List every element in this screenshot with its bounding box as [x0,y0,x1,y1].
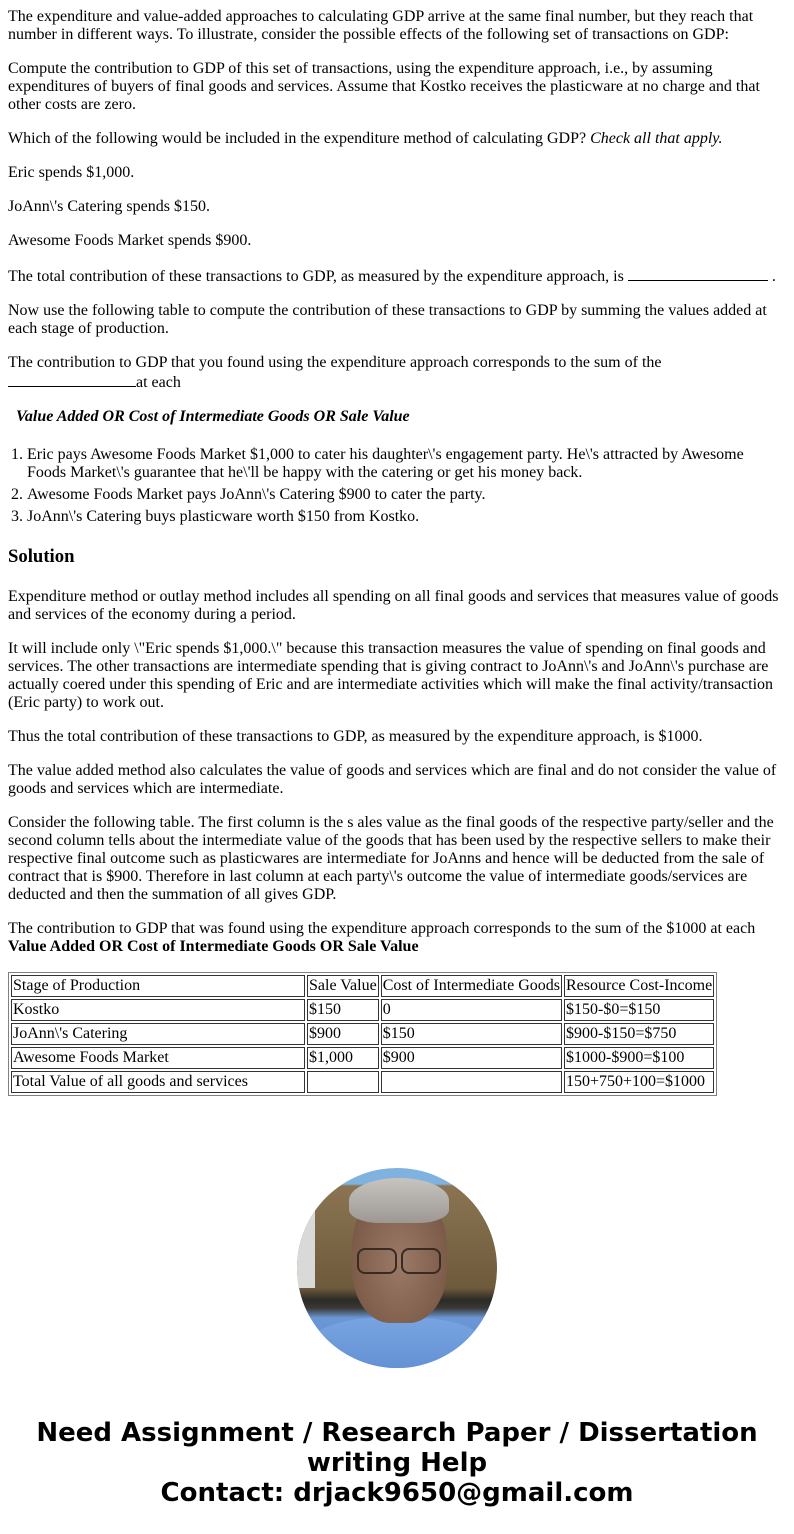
avatar-shirt [307,1318,487,1368]
table-header-cell: Stage of Production [11,975,305,997]
now-use-paragraph: Now use the following table to compute the contribution of these transactions to GDP by summing the values added at each stage of production. [8,302,767,337]
table-cell: Awesome Foods Market [11,1047,305,1069]
table-cell: JoAnn\'s Catering [11,1023,305,1045]
table-header-row [11,975,714,997]
solution-heading: Solution [8,546,75,567]
table-cell: $900-$150=$750 [564,1023,714,1045]
table-cell: 0 [381,999,562,1021]
compute-paragraph: Compute the contribution to GDP of this set of transactions, using the expenditure approach, i.e., by assuming expenditures of buyers of final goods and services. Assume that Kostko receives the plasticware at no charge and that other costs are zero. [8,60,760,113]
table-header-cell: Sale Value [307,975,379,997]
final-answer-text: The contribution to GDP that was found using the expenditure approach corresponds to the sum of the $1000 at each [8,920,756,937]
banner-line-2: writing Help [306,1448,488,1478]
solution-paragraph: The value added method also calculates the value of goods and services which are final and do not consider the value of goods and services which are intermediate. [8,762,777,797]
transaction-item: 2. Awesome Foods Market pays JoAnn\'s Catering $900 to cater the party. [27,486,786,504]
table-row [11,999,714,1021]
option-awesome: Awesome Foods Market spends $900. [8,232,252,249]
table-cell: $150 [381,1023,562,1045]
banner-line-1: Need Assignment / Research Paper / Dissertation [36,1418,758,1448]
avatar-glasses-left [357,1248,397,1274]
corresponds-blank[interactable] [8,372,136,387]
table-cell: $150-$0=$150 [564,999,714,1021]
table-header-cell: Resource Cost-Income [564,975,714,997]
value-added-table [8,972,717,1096]
option-eric: Eric spends $1,000. [8,164,135,181]
transaction-item: 3. JoAnn\'s Catering buys plasticware worth $150 from Kostko. [27,508,786,526]
table-cell: $150 [307,999,379,1021]
option-joann: JoAnn\'s Catering spends $150. [8,198,210,215]
contact-banner [0,1418,794,1534]
total-question-suffix: . [767,268,776,285]
which-question-text: Which of the following would be included in the expenditure method of calculating GDP? [8,130,591,147]
transaction-item: 1. Eric pays Awesome Foods Market $1,000 to cater his daughter\'s engagement party. He\'s attracted by Awesome Foods Market\'s guarantee that he\'ll be happy with the catering or get his money back. [27,446,786,482]
table-row [11,1071,714,1093]
table-row [11,1047,714,1069]
avatar-glasses-right [401,1248,441,1274]
total-question [8,266,786,286]
table-cell [381,1071,562,1093]
solution-paragraph: Expenditure method or outlay method includes all spending on all final goods and services that measures value of goods and services of the economy during a period. [8,588,779,623]
corresponds-text: The contribution to GDP that you found using the expenditure approach corresponds to the sum of the [8,354,662,371]
transaction-list [8,446,786,526]
corresponds-suffix: at each [136,374,181,391]
avatar-container [0,1168,794,1368]
solution-paragraph: Consider the following table. The first column is the s ales value as the final goods of the respective party/seller and the second column tells about the intermediate value of the goods that has been used by the respective sellers to make their respective final outcome such as plasticwares are intermediate for JoAnns and hence will be deducted from the sale of contract that is $900. Therefore in last column at each party\'s outcome the value of intermediate goods/services are deducted and then the summation of all gives GDP. [8,814,774,903]
table-cell [307,1071,379,1093]
corresponds-question [8,354,786,392]
table-cell: 150+750+100=$1000 [564,1071,714,1093]
table-cell: $900 [307,1023,379,1045]
table-cell: Kostko [11,999,305,1021]
table-header-cell: Cost of Intermediate Goods [381,975,562,997]
author-avatar [297,1168,497,1368]
table-cell: $1000-$900=$100 [564,1047,714,1069]
which-question [8,130,786,148]
final-answer [8,920,786,956]
banner-contact-line: Contact: drjack9650@gmail.com [160,1478,634,1508]
solution-paragraph: Thus the total contribution of these transactions to GDP, as measured by the expenditure approach, is $1000. [8,728,703,745]
choice-options-label: Value Added OR Cost of Intermediate Goods OR Sale Value [16,408,410,425]
check-all-instruction: Check all that apply. [590,130,723,147]
table-cell: $900 [381,1047,562,1069]
intro-paragraph: The expenditure and value-added approaches to calculating GDP arrive at the same final number, but they reach that number in different ways. To illustrate, consider the possible effects of the following set of transactions on GDP: [8,8,754,43]
avatar-hair [349,1178,449,1223]
solution-paragraph: It will include only \"Eric spends $1,000.\" because this transaction measures the value of spending on final goods and services. The other transactions are intermediate spending that is giving contract to JoAnn\'s and JoAnn\'s purchase are actually coered under this spending of Eric and are intermediate activities which will make the final activity/transaction (Eric party) to work out. [8,640,774,711]
total-blank[interactable] [628,266,768,281]
table-cell: $1,000 [307,1047,379,1069]
table-row [11,1023,714,1045]
avatar-background-wall [297,1198,315,1288]
total-question-text: The total contribution of these transactions to GDP, as measured by the expenditure approach, is [8,268,624,285]
table-cell: Total Value of all goods and services [11,1071,305,1093]
final-answer-bold: Value Added OR Cost of Intermediate Goods OR Sale Value [8,938,419,955]
